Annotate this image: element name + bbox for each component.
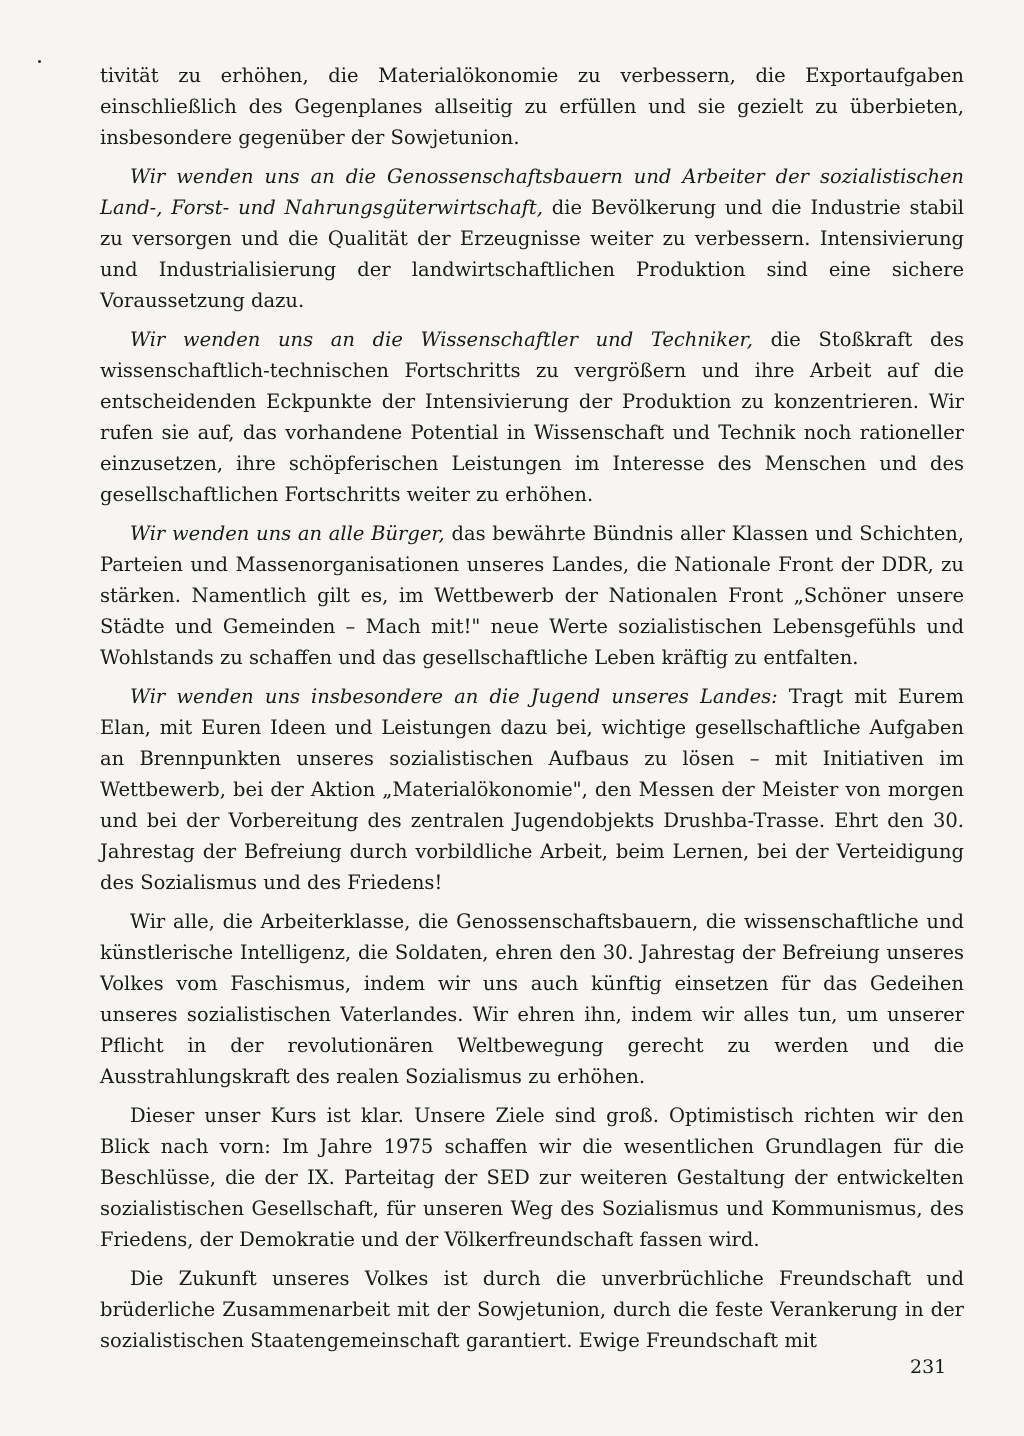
paragraph-farmers-appeal [100,161,964,316]
paragraph-text: Tragt mit Eurem Elan, mit Euren Ideen und Leistungen dazu bei, wichtige gesellschaftliche Aufgaben an Brennpunkten unseres sozialistischen Aufbaus zu lösen – mit Initiativen im Wettbewerb, bei der Aktion „Materialökonomie", den Messen der Meister von morgen und bei der Vorbereitung des zentralen Jugendobjekts Drushba-Trasse. Ehrt den 30. Jahrestag der Befreiung durch vorbildliche Arbeit, beim Lernen, bei der Verteidigung des Sozialismus und des Friedens! [100,685,964,894]
paragraph-text: das bewährte Bündnis aller Klassen und Schichten, Parteien und Massenorganisationen unseres Landes, die Nationale Front der DDR, zu stärken. Namentlich gilt es, im Wettbewerb der Nationalen Front „Schöner unsere Städte und Gemeinden – Mach mit!" neue Werte sozialistischen Lebensgefühls und Wohlstands zu schaffen und das gesellschaftliche Leben kräftig zu entfalten. [100,522,964,669]
paragraph-text: die Bevölkerung und die Industrie stabil zu versorgen und die Qualität der Erzeugnisse weiter zu verbessern. Intensivierung und Industrialisierung der landwirtschaftlichen Produktion sind eine sichere Voraussetzung dazu. [100,196,964,312]
paragraph-text: die Stoßkraft des wissenschaftlich-technischen Fortschritts zu vergrößern und ihre Arbeit auf die entscheidenden Eckpunkte der Intensivierung der Produktion zu konzentrieren. Wir rufen sie auf, das vorhandene Potential in Wissenschaft und Technik noch rationeller einzusetzen, ihre schöpferischen Leistungen im Interesse des Menschen und des gesellschaftlichen Fortschritts weiter zu erhöhen. [100,328,964,506]
document-page [100,60,964,1390]
paragraph-text: tivität zu erhöhen, die Materialökonomie zu verbessern, die Exportaufgaben einschließlich des Gegenplanes allseitig zu erfüllen und sie gezielt zu überbieten, insbesondere gegenüber der Sowjetunion. [100,64,964,149]
paragraph-text: Wir alle, die Arbeiterklasse, die Genossenschaftsbauern, die wissenschaftliche und künstlerische Intelligenz, die Soldaten, ehren den 30. Jahrestag der Befreiung unseres Volkes vom Faschismus, indem wir uns auch künftig einsetzen für das Gedeihen unseres sozialistischen Vaterlandes. Wir ehren ihn, indem wir alles tun, um unserer Pflicht in der revolutionären Weltbewegung gerecht zu werden und die Ausstrahlungskraft des realen Sozialismus zu erhöhen. [100,910,964,1088]
paragraph-anniversary [100,906,964,1092]
paragraph-text: Dieser unser Kurs ist klar. Unsere Ziele sind groß. Optimistisch richten wir den Blick nach vorn: Im Jahre 1975 schaffen wir die wesentlichen Grundlagen für die Beschlüsse, die der IX. Parteitag der SED zur weiteren Gestaltung der entwickelten sozialistischen Gesellschaft, für unseren Weg des Sozialismus und Kommunismus, des Friedens, der Demokratie und der Völkerfreundschaft fassen wird. [100,1104,964,1251]
paragraph-continuation [100,60,964,153]
appeal-lead-italic: Wir wenden uns an alle Bürger, [130,522,445,545]
appeal-lead-italic: Wir wenden uns insbesondere an die Jugend unseres Landes: [130,685,778,708]
appeal-lead-italic: Wir wenden uns an die Genossenschaftsbauern und Arbeiter der sozialistischen Land-, Forst- und Nahrungsgüterwirtschaft, [100,165,964,219]
paragraph-text: Die Zukunft unseres Volkes ist durch die unverbrüchliche Freundschaft und brüderliche Zusammenarbeit mit der Sowjetunion, durch die feste Verankerung in der sozialistischen Staatengemeinschaft garantiert. Ewige Freundschaft mit [100,1267,964,1352]
scan-speck [38,60,41,63]
paragraph-course [100,1100,964,1255]
paragraph-youth-appeal [100,681,964,898]
appeal-lead-italic: Wir wenden uns an die Wissenschaftler und Techniker, [130,328,753,351]
page-number: 231 [910,1356,947,1378]
paragraph-scientists-appeal [100,324,964,510]
paragraph-future [100,1263,964,1356]
paragraph-citizens-appeal [100,518,964,673]
